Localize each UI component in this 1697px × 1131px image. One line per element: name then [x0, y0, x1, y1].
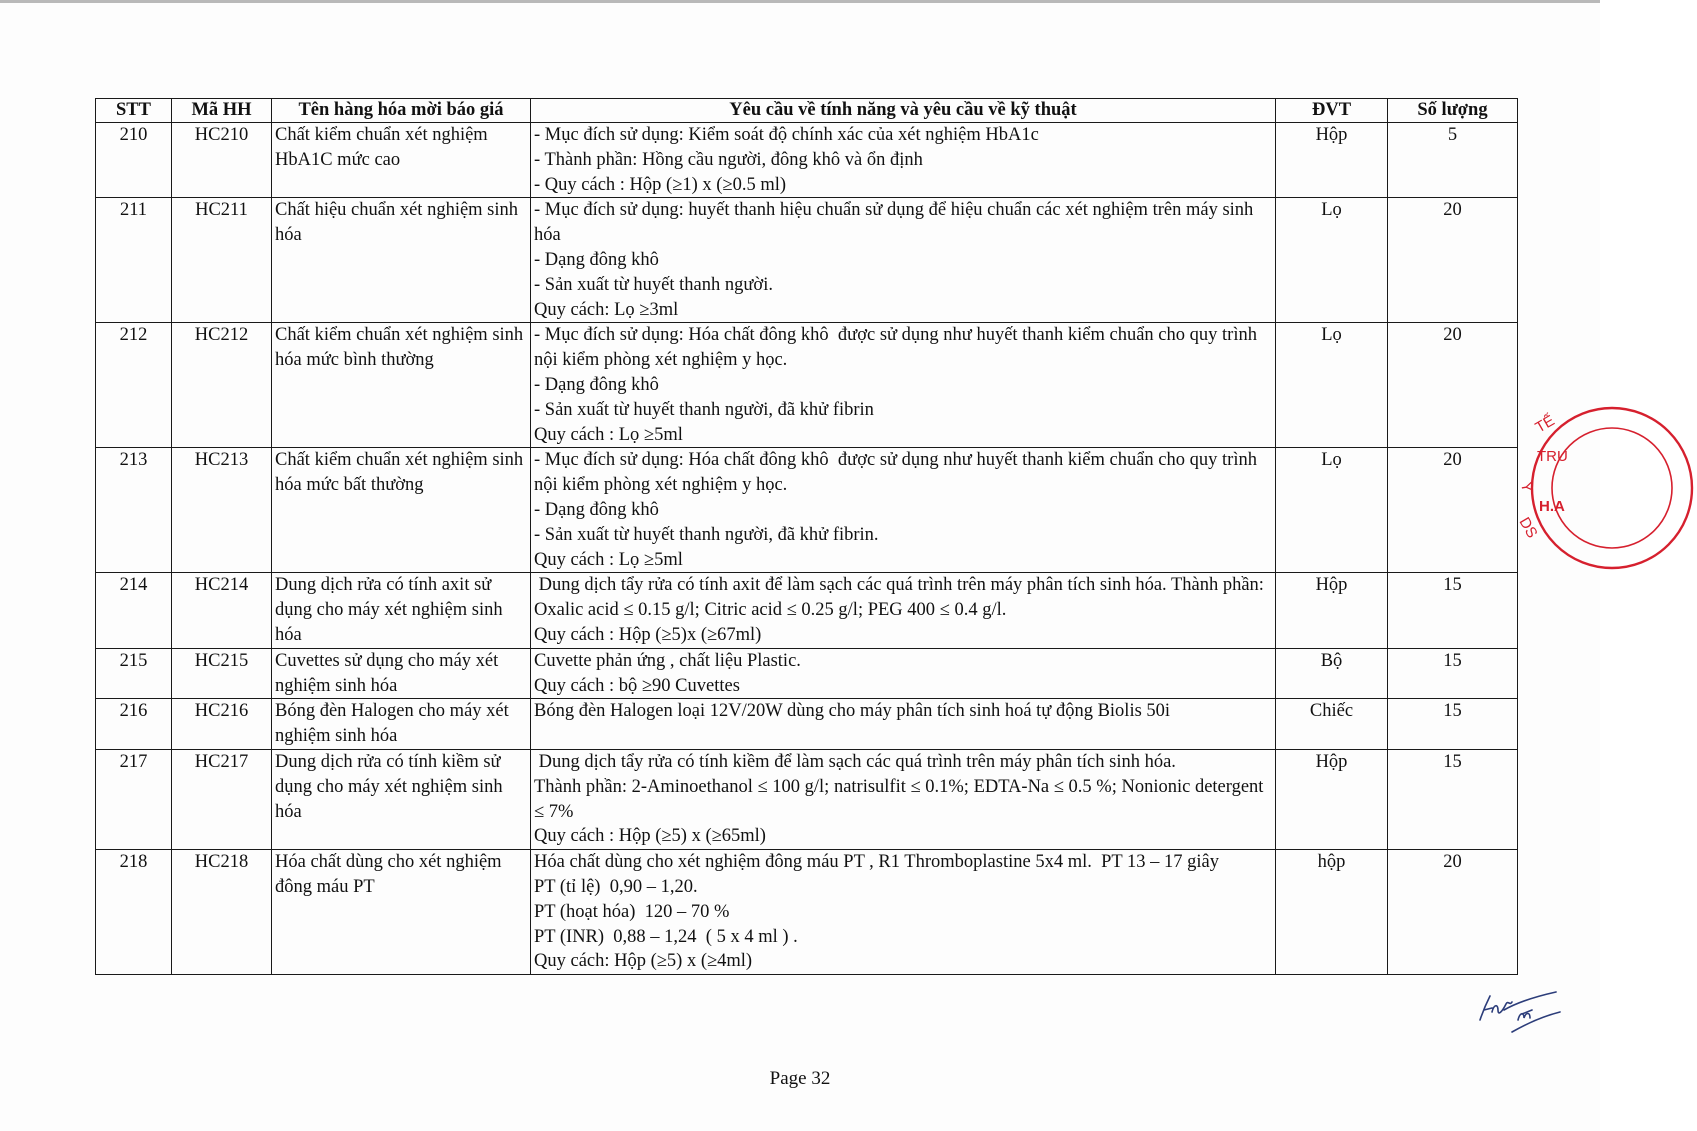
cell-qty: 15 [1388, 648, 1518, 699]
cell-code: HC210 [172, 123, 272, 198]
spec-line: Thành phần: 2-Aminoethanol ≤ 100 g/l; natrisulfit ≤ 0.1%; EDTA-Na ≤ 0.5 %; Nonionic detergent ≤ 7% [534, 776, 1269, 822]
cell-qty: 15 [1388, 749, 1518, 849]
cell-stt: 214 [96, 573, 172, 648]
cell-unit: Chiếc [1276, 699, 1388, 750]
cell-qty: 5 [1388, 123, 1518, 198]
cell-name: Dung dịch rửa có tính kiềm sử dụng cho máy xét nghiệm sinh hóa [272, 749, 531, 849]
spec-line: PT (hoạt hóa) 120 – 70 % [534, 901, 730, 922]
spec-line: - Sản xuất từ huyết thanh người, đã khử fibrin [534, 399, 874, 420]
cell-code: HC213 [172, 448, 272, 573]
stamp-fragment: Y [1517, 480, 1536, 494]
table-row [96, 198, 1518, 323]
cell-spec [531, 648, 1276, 699]
cell-qty: 15 [1388, 699, 1518, 750]
cell-spec [531, 749, 1276, 849]
spec-line: Hóa chất dùng cho xét nghiệm đông máu PT , R1 Thromboplastine 5x4 ml. PT 13 – 17 giây [534, 852, 1219, 873]
cell-unit: hộp [1276, 850, 1388, 975]
spec-line: Bóng đèn Halogen loại 12V/20W dùng cho máy phân tích sinh hoá tự động Biolis 50i [534, 701, 1171, 722]
cell-qty: 20 [1388, 850, 1518, 975]
specification-table [95, 98, 1518, 975]
cell-unit: Hộp [1276, 573, 1388, 648]
header-code: Mã HH [172, 99, 272, 123]
table-body [96, 123, 1518, 975]
cell-name: Chất kiểm chuẩn xét nghiệm HbA1C mức cao [272, 123, 531, 198]
cell-unit: Lọ [1276, 448, 1388, 573]
stamp-fragment: TẾ [1532, 412, 1558, 437]
header-unit: ĐVT [1276, 99, 1388, 123]
cell-stt: 213 [96, 448, 172, 573]
table-row [96, 573, 1518, 648]
cell-spec [531, 123, 1276, 198]
scan-top-edge [0, 0, 1600, 3]
spec-line: Quy cách : Hộp (≥5)x (≥67ml) [534, 624, 762, 645]
header-stt: STT [96, 99, 172, 123]
cell-name: Chất kiểm chuẩn xét nghiệm sinh hóa mức bất thường [272, 448, 531, 573]
cell-spec [531, 198, 1276, 323]
cell-code: HC211 [172, 198, 272, 323]
cell-unit: Bộ [1276, 648, 1388, 699]
cell-name: Bóng đèn Halogen cho máy xét nghiệm sinh hóa [272, 699, 531, 750]
spec-line: - Dạng đông khô [534, 374, 659, 395]
spec-line: - Mục đích sử dụng: Hóa chất đông khô được sử dụng như huyết thanh kiểm chuẩn cho quy trình nội kiểm phòng xét nghiệm y học. [534, 325, 1262, 371]
cell-qty: 20 [1388, 448, 1518, 573]
cell-name: Cuvettes sử dụng cho máy xét nghiệm sinh hóa [272, 648, 531, 699]
cell-unit: Lọ [1276, 198, 1388, 323]
cell-stt: 218 [96, 850, 172, 975]
cell-stt: 210 [96, 123, 172, 198]
table-row [96, 323, 1518, 448]
cell-stt: 211 [96, 198, 172, 323]
signature-icon [1468, 990, 1568, 1040]
table-header-row [96, 99, 1518, 123]
cell-code: HC212 [172, 323, 272, 448]
header-name: Tên hàng hóa mời báo giá [272, 99, 531, 123]
table-row [96, 850, 1518, 975]
spec-line: Cuvette phản ứng , chất liệu Plastic. [534, 650, 801, 671]
spec-line: Dung dịch tẩy rửa có tính axit để làm sạch các quá trình trên máy phân tích sinh hóa. Thành phần: Oxalic acid ≤ 0.15 g/l; Citric acid ≤ 0.25 g/l; PEG 400 ≤ 0.4 g/l. [534, 575, 1269, 621]
cell-code: HC216 [172, 699, 272, 750]
table-row [96, 699, 1518, 750]
cell-name: Chất kiểm chuẩn xét nghiệm sinh hóa mức bình thường [272, 323, 531, 448]
cell-stt: 217 [96, 749, 172, 849]
cell-name: Chất hiệu chuẩn xét nghiệm sinh hóa [272, 198, 531, 323]
cell-stt: 212 [96, 323, 172, 448]
spec-line: Quy cách : Hộp (≥5) x (≥65ml) [534, 826, 766, 847]
stamp-fragment: H.A [1539, 498, 1565, 515]
spec-line: - Mục đích sử dụng: Hóa chất đông khô được sử dụng như huyết thanh kiểm chuẩn cho quy trình nội kiểm phòng xét nghiệm y học. [534, 450, 1262, 496]
spec-line: Dung dịch tẩy rửa có tính kiềm để làm sạch các quá trình trên máy phân tích sinh hóa. [534, 751, 1176, 772]
header-spec: Yêu cầu về tính năng và yêu cầu về kỹ thuật [531, 99, 1276, 123]
spec-line: Quy cách : Lọ ≥5ml [534, 424, 683, 445]
cell-spec [531, 699, 1276, 750]
spec-line: Quy cách: Lọ ≥3ml [534, 299, 679, 320]
stamp-fragment: DS [1515, 514, 1541, 542]
cell-unit: Lọ [1276, 323, 1388, 448]
cell-unit: Hộp [1276, 123, 1388, 198]
spec-line: PT (INR) 0,88 – 1,24 ( 5 x 4 ml ) . [534, 926, 798, 947]
cell-stt: 215 [96, 648, 172, 699]
cell-spec [531, 850, 1276, 975]
cell-code: HC217 [172, 749, 272, 849]
spec-line: - Sản xuất từ huyết thanh người. [534, 274, 773, 295]
cell-qty: 15 [1388, 573, 1518, 648]
cell-name: Hóa chất dùng cho xét nghiệm đông máu PT [272, 850, 531, 975]
stamp-fragment: TRU [1537, 448, 1568, 465]
cell-spec [531, 448, 1276, 573]
table-row [96, 648, 1518, 699]
cell-code: HC214 [172, 573, 272, 648]
header-qty: Số lượng [1388, 99, 1518, 123]
table-row [96, 448, 1518, 573]
cell-spec [531, 573, 1276, 648]
cell-qty: 20 [1388, 323, 1518, 448]
page-number: Page 32 [769, 1068, 831, 1089]
spec-line: Quy cách : bộ ≥90 Cuvettes [534, 675, 740, 696]
cell-code: HC218 [172, 850, 272, 975]
spec-line: - Quy cách : Hộp (≥1) x (≥0.5 ml) [534, 174, 787, 195]
cell-name: Dung dịch rửa có tính axit sử dụng cho máy xét nghiệm sinh hóa [272, 573, 531, 648]
seal-stamp-icon [1515, 403, 1697, 573]
spec-line: Quy cách : Lọ ≥5ml [534, 549, 683, 570]
spec-line: - Mục đích sử dụng: Kiểm soát độ chính xác của xét nghiệm HbA1c [534, 125, 1039, 145]
spec-line: - Dạng đông khô [534, 249, 659, 270]
spec-line: - Dạng đông khô [534, 499, 659, 520]
spec-line: - Thành phần: Hồng cầu người, đông khô và ổn định [534, 149, 923, 170]
cell-spec [531, 323, 1276, 448]
spec-line: PT (tỉ lệ) 0,90 – 1,20. [534, 876, 698, 897]
spec-line: - Mục đích sử dụng: huyết thanh hiệu chuẩn sử dụng để hiệu chuẩn các xét nghiệm trên máy sinh hóa [534, 200, 1258, 246]
cell-qty: 20 [1388, 198, 1518, 323]
cell-unit: Hộp [1276, 749, 1388, 849]
table-row [96, 123, 1518, 198]
spec-line: Quy cách: Hộp (≥5) x (≥4ml) [534, 951, 753, 972]
spec-line: - Sản xuất từ huyết thanh người, đã khử fibrin. [534, 524, 879, 545]
cell-code: HC215 [172, 648, 272, 699]
table-row [96, 749, 1518, 849]
cell-stt: 216 [96, 699, 172, 750]
